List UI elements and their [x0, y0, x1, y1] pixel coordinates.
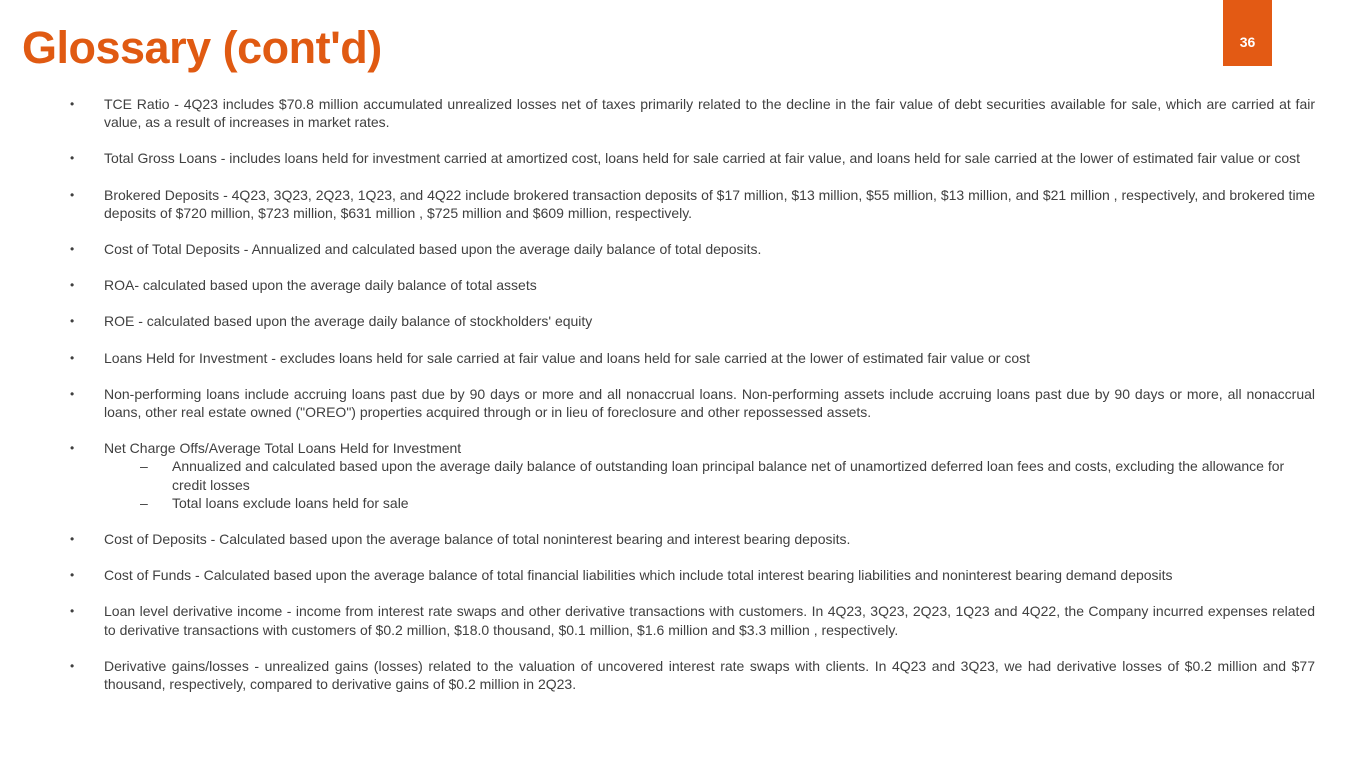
glossary-item-text: Non-performing loans include accruing loans past due by 90 days or more and all nonaccrual loans. Non-performing assets include accruing loans past due by 90 days or more, all nonaccrual loans, other real estate owned ("OREO") properties acquired through or in lieu of foreclosure and other repossessed assets. — [104, 385, 1315, 421]
bullet-icon: • — [70, 97, 75, 111]
glossary-item-text: ROE - calculated based upon the average daily balance of stockholders' equity — [104, 313, 593, 330]
bullet-icon: • — [70, 386, 75, 401]
page-title: Glossary (cont'd) — [22, 22, 382, 73]
page-number-badge: 36 — [1223, 0, 1272, 66]
bullet-icon: • — [70, 604, 75, 619]
glossary-item-text: Net Charge Offs/Average Total Loans Held for Investment — [104, 440, 462, 457]
bullet-icon: • — [70, 151, 75, 166]
glossary-item — [0, 149, 1365, 167]
glossary-list — [0, 95, 1365, 711]
glossary-item-text: TCE Ratio - 4Q23 includes $70.8 million accumulated unrealized losses net of taxes primarily related to the decline in the fair value of debt securities available for sale, which are carried at fair value, as a result of increases in market rates. — [104, 96, 1315, 131]
glossary-item-text: Total Gross Loans - includes loans held for investment carried at amortized cost, loans held for sale carried at fair value, and loans held for sale carried at the lower of estimated fair value or cost — [104, 150, 1301, 167]
glossary-sublist — [104, 457, 1315, 512]
dash-icon: – — [140, 494, 148, 511]
glossary-subitem-text: Total loans exclude loans held for sale — [172, 494, 409, 511]
glossary-item-text: Cost of Funds - Calculated based upon the average balance of total financial liabilities which include total interest bearing liabilities and noninterest bearing demand deposits — [104, 567, 1173, 584]
glossary-subitem-text: Annualized and calculated based upon the average daily balance of outstanding loan principal balance net of unamortized deferred loan fees and costs, excluding the allowance for credit losses — [172, 458, 1285, 493]
glossary-item — [0, 530, 1365, 548]
glossary-item — [0, 602, 1365, 638]
glossary-item — [0, 186, 1365, 222]
glossary-item — [0, 566, 1365, 584]
glossary-item-text: Loan level derivative income - income from interest rate swaps and other derivative transactions with customers. In 4Q23, 3Q23, 2Q23, 1Q23 and 4Q22, the Company incurred expenses related to derivative transactions with customers of $0.2 million, $18.0 thousand, $0.1 million, $1.6 million and $3.3 million , respectively. — [104, 603, 1315, 638]
glossary-item — [0, 240, 1365, 258]
glossary-item-text: Brokered Deposits - 4Q23, 3Q23, 2Q23, 1Q23, and 4Q22 include brokered transaction deposits of $17 million, $13 million, $55 million, $13 million, and $21 million , respectively, and brokered time deposits of $720 million, $723 million, $631 million , $725 million and $609 million, respectively. — [104, 186, 1315, 221]
bullet-icon: • — [70, 441, 75, 456]
bullet-icon: • — [70, 532, 75, 547]
bullet-icon: • — [70, 278, 75, 293]
glossary-item-text: Derivative gains/losses - unrealized gains (losses) related to the valuation of uncovered interest rate swaps with clients. In 4Q23 and 3Q23, we had derivative losses of $0.2 million and $77 thousand, respectively, compared to derivative gains of $0.2 million in 2Q23. — [104, 657, 1315, 693]
bullet-icon: • — [70, 568, 75, 583]
glossary-item-text: ROA- calculated based upon the average daily balance of total assets — [104, 277, 537, 294]
glossary-item — [0, 276, 1365, 294]
glossary-item-text: Loans Held for Investment - excludes loans held for sale carried at fair value and loans held for sale carried at the lower of estimated fair value or cost — [104, 349, 1031, 366]
glossary-item-text: Cost of Total Deposits - Annualized and calculated based upon the average daily balance of total deposits. — [104, 241, 762, 258]
glossary-subitem — [104, 457, 1315, 493]
glossary-item — [0, 349, 1365, 367]
glossary-item — [0, 439, 1365, 512]
glossary-item — [0, 312, 1365, 330]
glossary-subitem — [104, 494, 1315, 512]
glossary-item — [0, 95, 1365, 131]
glossary-item-text: Cost of Deposits - Calculated based upon the average balance of total noninterest bearing and interest bearing deposits. — [104, 531, 851, 548]
glossary-item — [0, 385, 1365, 421]
bullet-icon: • — [70, 658, 75, 673]
bullet-icon: • — [70, 350, 75, 365]
dash-icon: – — [140, 458, 148, 475]
bullet-icon: • — [70, 242, 75, 257]
glossary-item — [0, 657, 1365, 693]
bullet-icon: • — [70, 314, 75, 329]
bullet-icon: • — [70, 187, 75, 202]
